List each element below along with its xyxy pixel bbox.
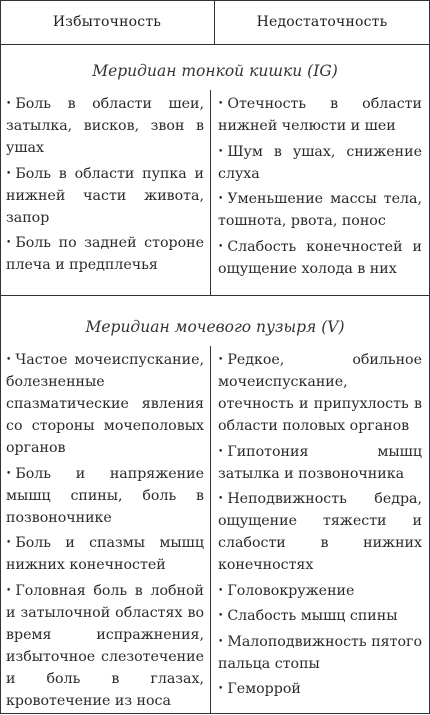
- bullet-icon: •: [218, 611, 224, 621]
- list-item: • Боль по задней стороне плеча и предплечья: [6, 235, 204, 273]
- bullet-icon: •: [218, 446, 224, 457]
- section-divider: [0, 295, 430, 296]
- header-excess: Избыточность: [52, 14, 162, 30]
- bullet-icon: •: [218, 684, 224, 694]
- bullet-icon: •: [218, 241, 224, 252]
- bullet-icon: •: [218, 494, 224, 504]
- bullet-icon: •: [218, 636, 224, 647]
- list-item: • Боль в области шеи, затылка, висков, звон в ушах: [6, 96, 204, 156]
- list-item: • Боль и спазмы мышц нижних конечностей: [6, 535, 204, 573]
- column-divider-section-1: [210, 90, 211, 295]
- list-item: • Боль и напряжение мышц спины, боль в позвоночнике: [6, 465, 204, 526]
- list-item: • Головная боль в лобной и затылочной областях во время испражнения, избыточное слезотечение и боль в глазах, кровотечение из носа: [6, 582, 204, 709]
- section-1-deficiency-column: [218, 93, 422, 283]
- section-title-bladder: Меридиан мочевого пузыря (V): [85, 318, 345, 336]
- bullet-icon: •: [218, 146, 224, 157]
- list-item: • Неподвижность бедра, ощущение тяжести и слабости в нижних конечностях: [218, 491, 422, 573]
- bullet-icon: •: [218, 355, 224, 365]
- list-item: • Отечность в области нижней челюсти и шеи: [218, 96, 422, 134]
- list-item: • Шум в ушах, снижение слуха: [218, 143, 422, 182]
- bullet-icon: •: [6, 538, 12, 548]
- bullet-icon: •: [6, 585, 12, 596]
- bullet-icon: •: [218, 194, 224, 204]
- list-item: • Редкое, обильное мочеиспускание, отечность и припухлость в области половых органов: [218, 352, 422, 434]
- bullet-icon: •: [6, 168, 12, 179]
- bullet-icon: •: [218, 585, 224, 596]
- section-2-deficiency-column: [218, 349, 422, 704]
- list-item: • Гипотония мышц затылка и позвоночника: [218, 443, 422, 482]
- list-item: • Боль в области пупка и нижней части живота, запор: [6, 165, 204, 226]
- list-item: • Слабость мышц спины: [218, 608, 398, 624]
- section-2-excess-column: [6, 349, 204, 715]
- list-item: • Уменьшение массы тела, тошнота, рвота, понос: [218, 191, 422, 229]
- list-item: • Слабость конечностей и ощущение холода в них: [218, 238, 422, 277]
- list-item: • Геморрой: [218, 681, 301, 697]
- list-item: • Малоподвижность пятого пальца стопы: [218, 633, 422, 672]
- section-1-excess-column: [6, 93, 204, 280]
- header-deficiency: Недостаточность: [256, 14, 388, 30]
- bullet-icon: •: [6, 99, 12, 109]
- bullet-icon: •: [218, 99, 224, 109]
- bullet-icon: •: [6, 355, 12, 365]
- list-item: • Частое мочеиспускание, болезненные спазматические явления со стороны мочеполовых органов: [6, 352, 204, 456]
- column-divider-section-2: [210, 346, 211, 714]
- bullet-icon: •: [6, 238, 12, 248]
- list-item: • Головокружение: [218, 582, 355, 599]
- header-divider: [0, 44, 430, 45]
- section-title-small-intestine: Меридиан тонкой кишки (IG): [92, 62, 338, 80]
- bullet-icon: •: [6, 468, 12, 479]
- left-border: [0, 0, 1, 714]
